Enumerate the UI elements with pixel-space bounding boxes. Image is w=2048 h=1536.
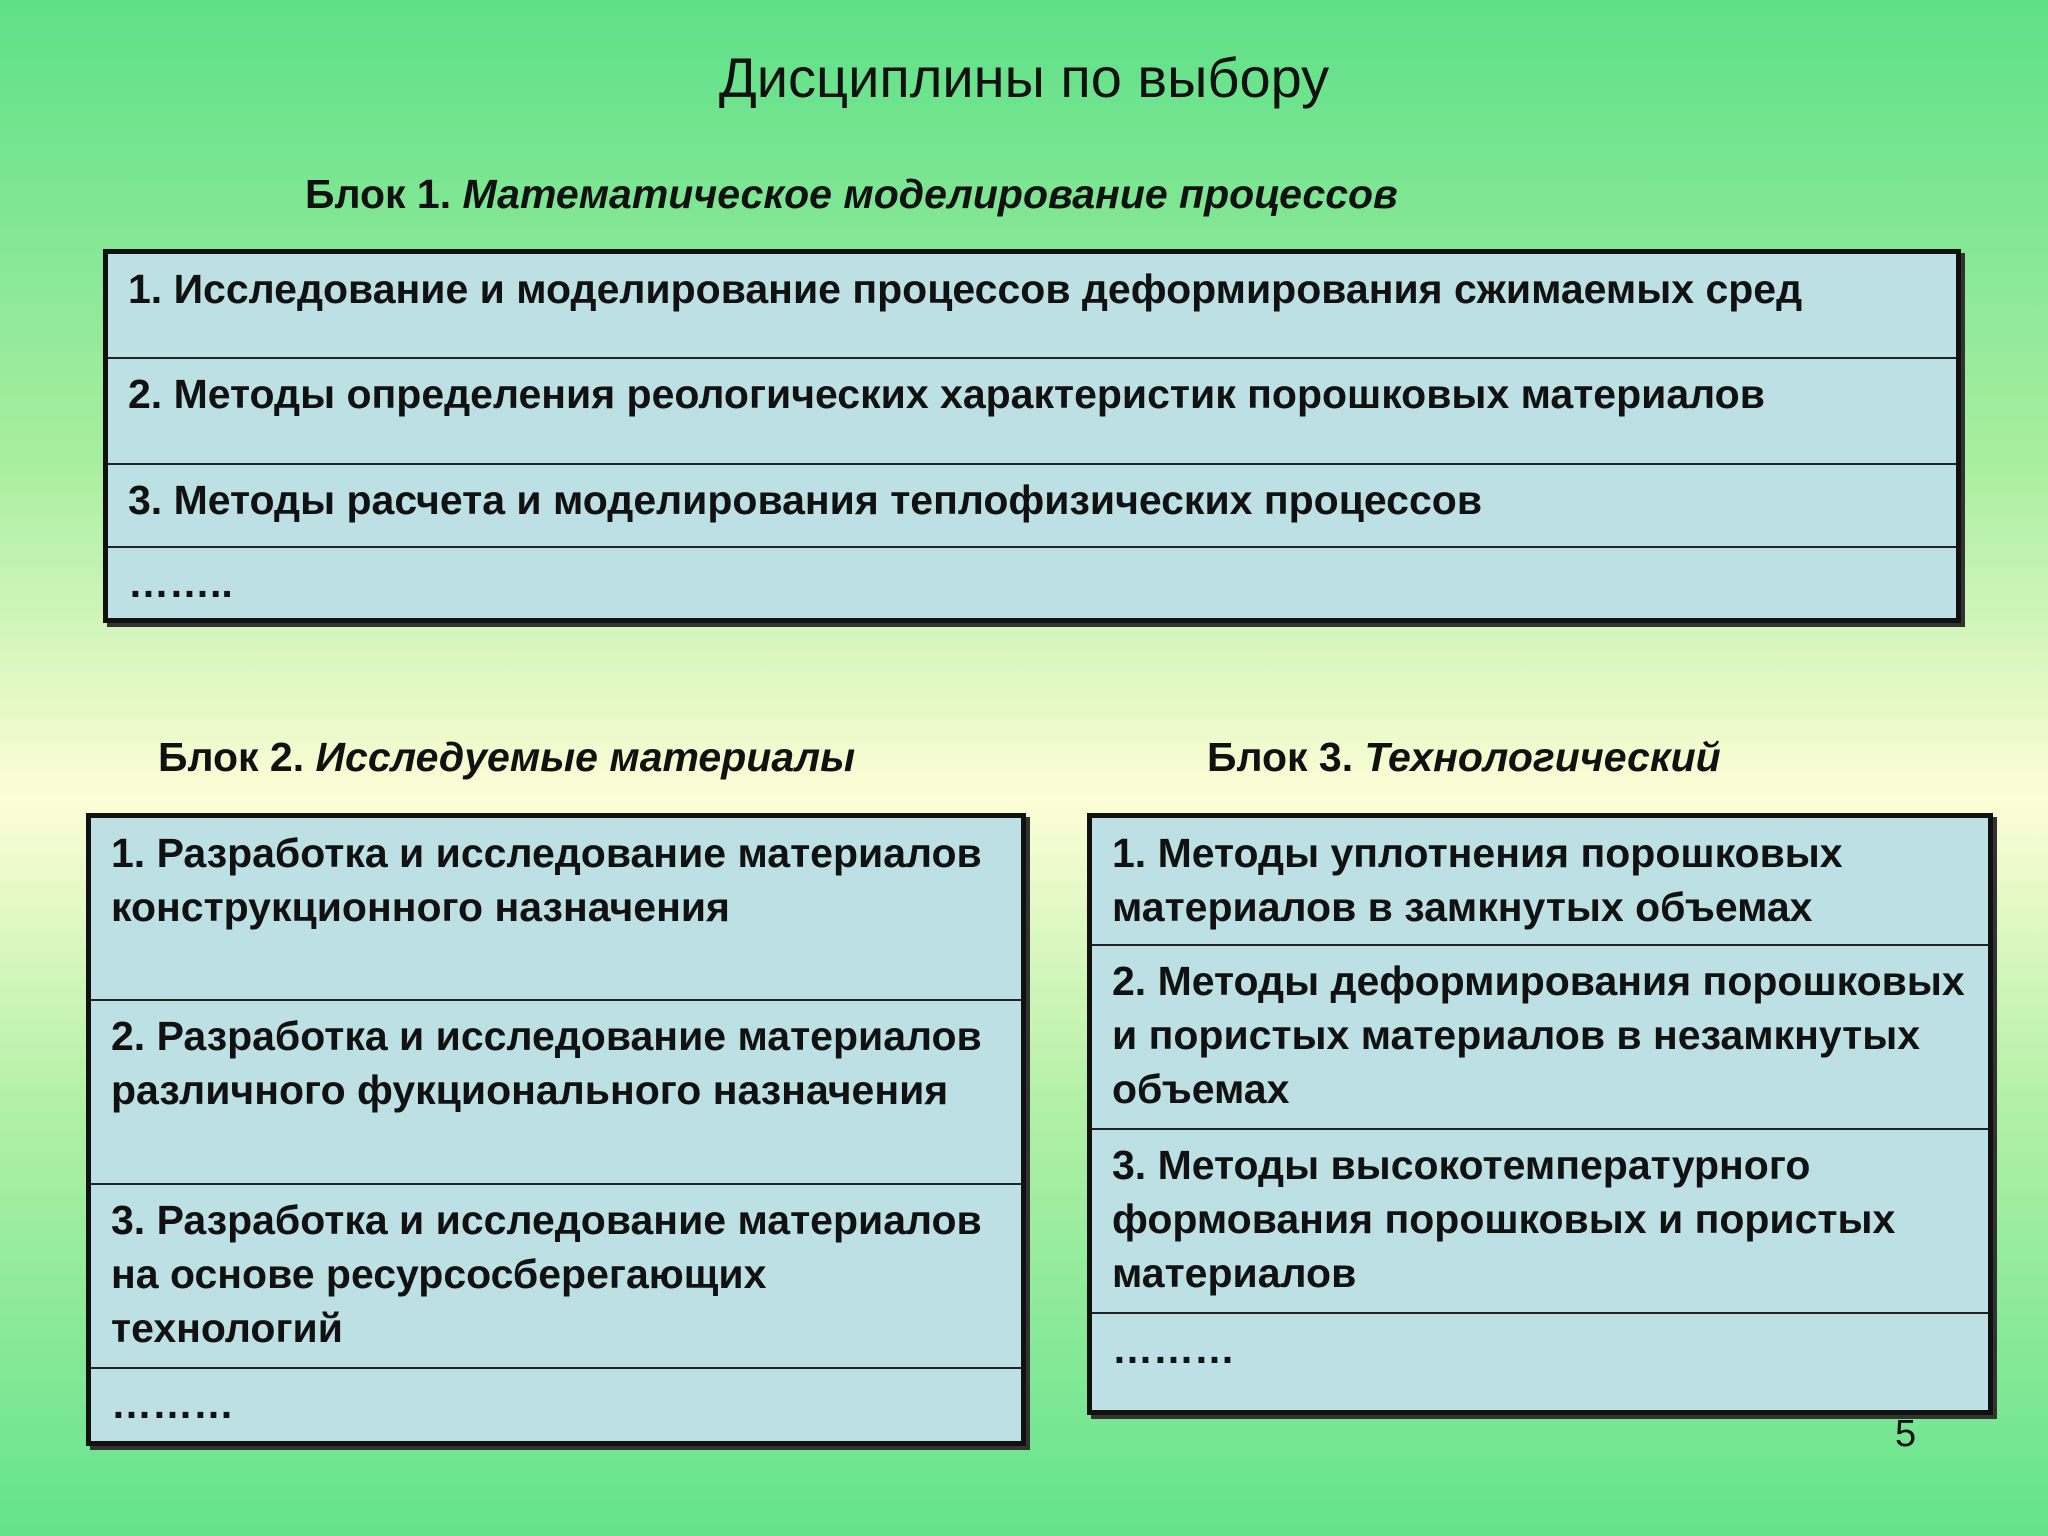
block-1-prefix: Блок 1. (305, 171, 452, 217)
table-row (106, 547, 1959, 621)
slide-title: Дисциплины по выбору (718, 46, 1330, 109)
block-3-item-1: 1. Методы уплотнения порошковых материалов в замкнутых объемах (1090, 816, 1991, 945)
block-3-table (1087, 813, 1993, 1415)
block-2-item-1: 1. Разработка и исследование материалов конструкционного назначения (89, 816, 1024, 1000)
block-1-item-2: 2. Методы определения реологических характеристик порошковых материалов (106, 358, 1959, 464)
block-3-item-2: 2. Методы деформирования порошковых и пористых материалов в незамкнутых объемах (1090, 945, 1991, 1129)
block-2-item-3: 3. Разработка и исследование материалов на основе ресурсосберегающих технологий (89, 1184, 1024, 1368)
block-1-item-3: 3. Методы расчета и моделирования теплофизических процессов (106, 464, 1959, 547)
table-row (106, 358, 1959, 464)
block-1-item-1: 1. Исследование и моделирование процессов деформирования сжимаемых сред (106, 252, 1959, 358)
block-2-name: Исследуемые материалы (315, 734, 856, 780)
table-row (1090, 1129, 1991, 1313)
block-3-prefix: Блок 3. (1207, 734, 1354, 780)
table-row (89, 1368, 1024, 1444)
block-3-item-ellipsis: ……… (1090, 1313, 1991, 1413)
block-3-item-3: 3. Методы высокотемпературного формования порошковых и пористых материалов (1090, 1129, 1991, 1313)
block-2-prefix: Блок 2. (158, 734, 305, 780)
table-row (106, 252, 1959, 358)
table-row (1090, 945, 1991, 1129)
page-number: 5 (1895, 1413, 1917, 1455)
table-row (89, 816, 1024, 1000)
block-3-name: Технологический (1364, 734, 1721, 780)
block-1-table (103, 249, 1961, 623)
table-row (1090, 1313, 1991, 1413)
block-2-heading (158, 733, 855, 782)
block-3-heading (1207, 733, 1721, 782)
block-2-item-2: 2. Разработка и исследование материалов различного фукционального назначения (89, 1000, 1024, 1184)
block-1-item-ellipsis: …….. (106, 547, 1959, 621)
block-2-table (86, 813, 1026, 1446)
table-row (89, 1000, 1024, 1184)
table-row (106, 464, 1959, 547)
block-1-name: Математическое моделирование процессов (462, 171, 1398, 217)
block-1-heading (305, 170, 1398, 219)
table-row (89, 1184, 1024, 1368)
block-2-item-ellipsis: ……… (89, 1368, 1024, 1444)
table-row (1090, 816, 1991, 945)
